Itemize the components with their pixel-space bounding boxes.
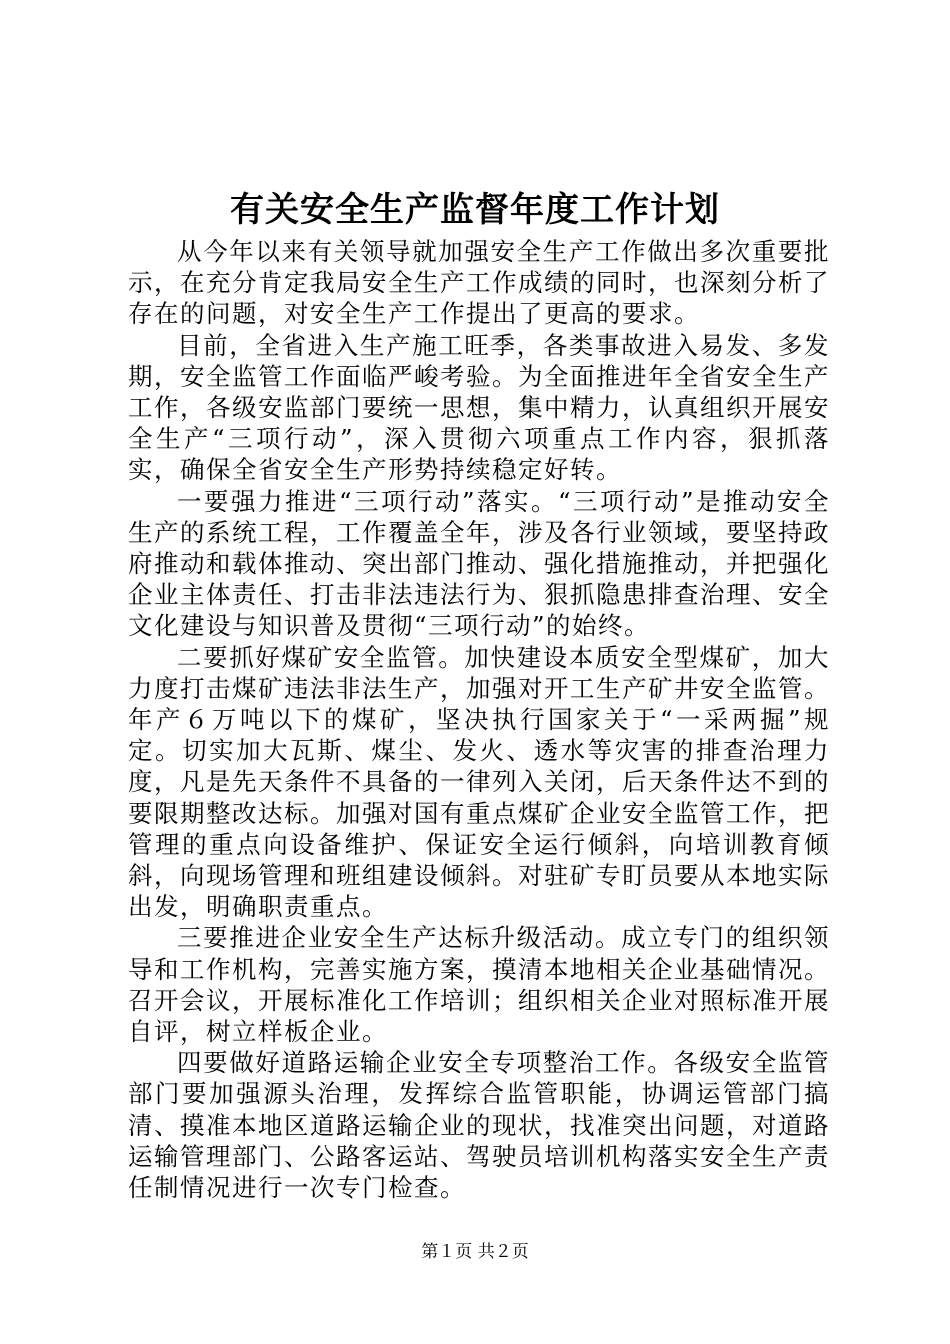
document-title: 有关安全生产监督年度工作计划 [230,190,720,230]
paragraph: 三要推进企业安全生产达标升级活动。成立专门的组织领导和工作机构，完善实施方案，摸清本地相关企业基础情况。召开会议，开展标准化工作培训；组织相关企业对照标准开展自评，树立样板企业。 [128,923,830,1047]
paragraph: 四要做好道路运输企业安全专项整治工作。各级安全监管部门要加强源头治理，发挥综合监管职能，协调运管部门搞清、摸准本地区道路运输企业的现状，找准突出问题，对道路运输管理部门、公路客运站、驾驶员培训机构落实安全生产责任制情况进行一次专门检查。 [128,1048,830,1203]
paragraph: 从今年以来有关领导就加强安全生产工作做出多次重要批示，在充分肯定我局安全生产工作成绩的同时，也深刻分析了存在的问题，对安全生产工作提出了更高的要求。 [128,237,830,329]
paragraph: 一要强力推进“三项行动”落实。“三项行动”是推动安全生产的系统工程，工作覆盖全年，涉及各行业领域，要坚持政府推动和载体推动、突出部门推动、强化措施推动，并把强化企业主体责任、打击非法违法行为、狠抓隐患排查治理、安全文化建设与知识普及贯彻“三项行动”的始终。 [128,486,830,641]
paragraph: 目前，全省进入生产施工旺季，各类事故进入易发、多发期，安全监管工作面临严峻考验。为全面推进年全省安全生产工作，各级安监部门要统一思想，集中精力，认真组织开展安全生产“三项行动”，深入贯彻六项重点工作内容，狠抓落实，确保全省安全生产形势持续稳定好转。 [128,330,830,485]
paragraph: 二要抓好煤矿安全监管。加快建设本质安全型煤矿，加大力度打击煤矿违法非法生产，加强对开工生产矿井安全监管。年产６万吨以下的煤矿，坚决执行国家关于“一采两掘”规定。切实加大瓦斯、煤尘、发火、透水等灾害的排查治理力度，凡是先天条件不具备的一律列入关闭，后天条件达不到的要限期整改达标。加强对国有重点煤矿企业安全监管工作，把管理的重点向设备维护、保证安全运行倾斜，向培训教育倾斜，向现场管理和班组建设倾斜。对驻矿专盯员要从本地实际出发，明确职责重点。 [128,642,830,922]
document-body [128,236,830,1203]
page-footer: 第１页 共２页 [421,1242,529,1262]
